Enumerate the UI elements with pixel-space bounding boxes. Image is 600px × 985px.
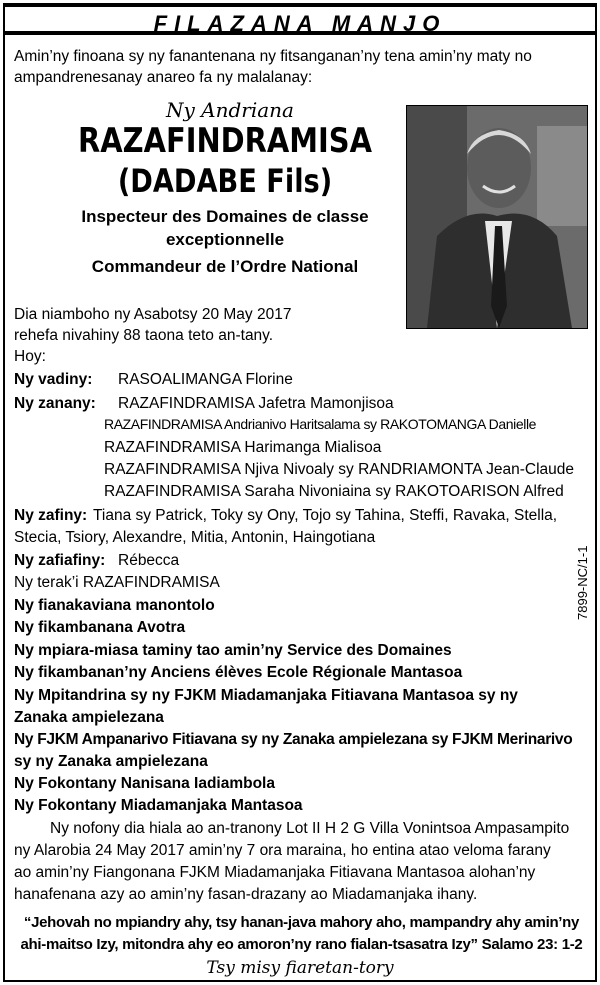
group-line: Ny Fokontany Miadamanjaka Mantasoa: [14, 797, 303, 814]
deceased-title-1: Inspecteur des Domaines de classe: [81, 207, 369, 226]
child-2: RAZAFINDRAMISA Andrianivo Haritsalama sy RAKOTOMANGA Danielle: [104, 416, 537, 432]
child-3: RAZAFINDRAMISA Harimanga Mialisoa: [104, 439, 382, 456]
scripture-quote-2: ahi-maitso Izy, mitondra ahy eo amoron’ny rano fialan-tsasatra Izy” Salamo 23: 1-2: [20, 936, 583, 953]
children-label: Ny zanany:: [14, 395, 96, 412]
deceased-name: RAZAFINDRAMISA: [78, 121, 372, 161]
closing-phrase: Tsy misy fiaretan-tory: [206, 958, 394, 978]
group-line: sy ny Zanaka ampielezana: [14, 753, 208, 770]
portrait-image: [407, 106, 587, 328]
child-5: RAZAFINDRAMISA Saraha Nivoniaina sy RAKOTOARISON Alfred: [104, 483, 564, 500]
group-line: Ny fikambanan’ny Anciens élèves Ecole Régionale Mantasoa: [14, 664, 463, 681]
descendants-line: Ny terak’i RAZAFINDRAMISA: [14, 574, 220, 591]
group-line: Ny Mpitandrina sy ny FJKM Miadamanjaka Fitiavana Mantasoa sy ny: [14, 687, 518, 704]
great-grandchildren-name: Rébecca: [118, 552, 180, 569]
child-1: RAZAFINDRAMISA Jafetra Mamonjisoa: [118, 395, 394, 412]
funeral-line-3: ao amin’ny Fiangonana FJKM Miadamanjaka Fitiavana Mantasoa alohan’ny: [14, 864, 536, 881]
hoy-label: Hoy:: [14, 348, 46, 365]
spouse-name: RASOALIMANGA Florine: [118, 371, 293, 388]
group-line: Ny Fokontany Nanisana Iadiambola: [14, 775, 275, 792]
group-line: Zanaka ampielezana: [14, 709, 164, 726]
honorific: Ny Andriana: [166, 98, 294, 122]
group-line: Ny mpiara-miasa taminy tao amin’ny Service des Domaines: [14, 642, 452, 659]
funeral-line-1: Ny nofony dia hiala ao an-tranony Lot II H 2 G Villa Vonintsoa Ampasampito: [50, 820, 570, 837]
group-line: Ny fikambanana Avotra: [14, 619, 186, 636]
deceased-photo: [406, 105, 588, 329]
reference-code: 7899-NC/1-1: [575, 545, 590, 620]
child-4: RAZAFINDRAMISA Njiva Nivoaly sy RANDRIAMONTA Jean-Claude: [104, 461, 574, 478]
deceased-title-3: Commandeur de l’Ordre National: [91, 257, 359, 276]
grandchildren-line1: Tiana sy Patrick, Toky sy Ony, Tojo sy Tahina, Steffi, Ravaka, Stella,: [93, 507, 558, 524]
group-line: Ny fianakaviana manontolo: [14, 597, 215, 614]
grandchildren-line2: Stecia, Tsiory, Alexandre, Mitia, Antonin, Haingotiana: [14, 529, 376, 546]
funeral-line-4: hanafenana azy ao amin’ny fasan-drazany ao Miadamanjaka ihany.: [14, 886, 478, 903]
deceased-title-2: exceptionnelle: [165, 230, 285, 249]
header-title: FILAZANA MANJO: [153, 11, 447, 36]
great-grandchildren-label: Ny zafiafiny:: [14, 552, 106, 569]
scripture-quote-1: “Jehovah no mpiandry ahy, tsy hanan-java mahory aho, mampandry ahy amin’ny: [23, 914, 580, 931]
group-line: Ny FJKM Ampanarivo Fitiavana sy ny Zanaka ampielezana sy FJKM Merinarivo: [14, 731, 573, 748]
funeral-line-2: ny Alarobia 24 May 2017 amin’ny 7 ora maraina, ho entina atao veloma farany: [14, 842, 551, 859]
grandchildren-label: Ny zafiny:: [14, 507, 88, 524]
deceased-nickname: (DADABE Fils): [117, 162, 333, 200]
intro-text: Amin’ny finoana sy ny fanantenana ny fitsanganan’ny tena amin’ny maty no ampandrenesanay anareo fa ny malalanay:: [14, 48, 532, 86]
death-age: rehefa nivahiny 88 taona teto an-tany.: [14, 327, 274, 344]
spouse-label: Ny vadiny:: [14, 371, 93, 388]
death-date: Dia niamboho ny Asabotsy 20 May 2017: [14, 306, 292, 323]
